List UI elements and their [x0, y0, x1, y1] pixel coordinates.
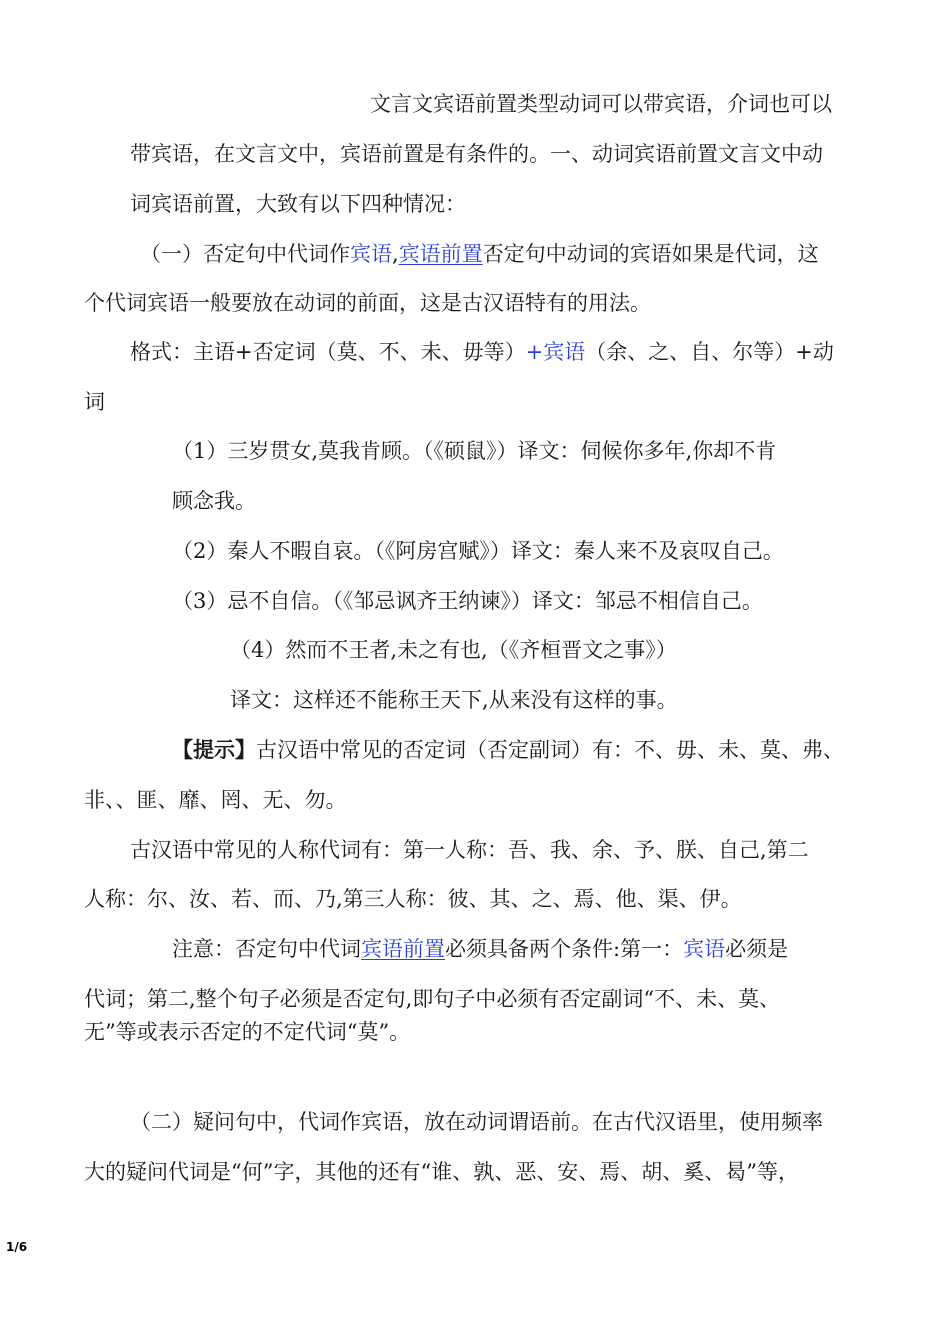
- text-run: 必须具备两个条件:第一：: [445, 937, 684, 961]
- hyperlink[interactable]: 宾语前置: [361, 937, 445, 961]
- text-run: 人称：尔、汝、若、而、乃,第三人称：彼、其、之、焉、他、渠、伊。: [84, 887, 742, 911]
- tip-label: 【提示】: [172, 737, 256, 762]
- text-run: 个代词宾语一般要放在动词的前面，这是古汉语特有的用法。: [84, 291, 651, 315]
- text-run: 非、、匪、靡、罔、无、勿。: [84, 788, 347, 812]
- text-run: （1）三岁贯女,莫我肯顾。（《硕鼠》）译文：伺候你多年,你却不肯: [172, 439, 777, 463]
- text-line-l1: [370, 90, 832, 118]
- text-line-l15: [84, 786, 347, 814]
- text-line-l19: [84, 985, 780, 1013]
- text-run: 译文：这样还不能称王天下,从来没有这样的事。: [230, 688, 678, 712]
- text-line-l22: [84, 1158, 799, 1186]
- text-run: 代词；第二,整个句子必须是否定句,即句子中必须有否定副词“不、未、莫、: [84, 987, 781, 1011]
- text-line-l20: [84, 1018, 410, 1046]
- text-line-l21: [130, 1108, 823, 1136]
- text-run: （3）忌不自信。（《邹忌讽齐王纳谏》）译文：邹忌不相信自己。: [172, 589, 763, 613]
- text-run: （4）然而不王者,未之有也,（《齐桓晋文之事》）: [230, 638, 677, 662]
- text-line-l8: [172, 437, 776, 465]
- text-line-l3: [130, 190, 466, 218]
- text-run: （二）疑问句中，代词作宾语，放在动词谓语前。在古代汉语里，使用频率: [130, 1110, 823, 1134]
- text-line-l6: [130, 338, 834, 366]
- text-run: 古汉语中常见的否定词（否定副词）有：不、毋、未、莫、弗、: [256, 738, 844, 762]
- highlighted-term: 宾语: [350, 242, 392, 266]
- text-run: 无”等或表示否定的不定代词“莫”。: [84, 1020, 411, 1044]
- highlighted-term: 宾语: [683, 937, 726, 961]
- text-run: 注意：否定句中代词: [172, 937, 361, 961]
- text-line-l17: [84, 885, 742, 913]
- hyperlink[interactable]: 宾语前置: [398, 242, 483, 266]
- text-run: 古汉语中常见的人称代词有：第一人称：吾、我、余、予、朕、自己,第二: [130, 838, 809, 862]
- highlighted-term: +宾语: [525, 340, 586, 364]
- text-run: 带宾语，在文言文中，宾语前置是有条件的。一、动词宾语前置文言文中动: [130, 142, 823, 166]
- text-line-l14: [172, 736, 844, 764]
- text-line-l11: [172, 587, 763, 615]
- text-run: 词: [84, 390, 105, 414]
- text-line-l10: [172, 537, 784, 565]
- text-run: 必须是: [725, 937, 789, 961]
- text-line-l2: [130, 140, 823, 168]
- text-line-l18: [172, 935, 788, 963]
- text-run: 否定句中动词的宾语如果是代词，这: [482, 242, 819, 266]
- text-line-l4: [140, 240, 819, 268]
- text-line-l7: [84, 388, 105, 416]
- text-run: （余、之、自、尔等）+动: [585, 340, 834, 364]
- text-run: （一）否定句中代词作: [140, 242, 350, 266]
- text-run: 顾念我。: [172, 489, 256, 513]
- text-run: 文言文宾语前置类型动词可以带宾语，介词也可以: [370, 92, 832, 116]
- text-run: ,: [392, 242, 399, 266]
- text-line-l16: [130, 836, 809, 864]
- text-run: （2）秦人不暇自哀。（《阿房宫赋》）译文：秦人来不及哀叹自己。: [172, 539, 784, 563]
- text-line-l13: [230, 686, 678, 714]
- text-run: 格式：主语+否定词（莫、不、未、毋等）: [130, 340, 526, 364]
- text-line-l12: [230, 636, 677, 664]
- text-line-l9: [172, 487, 256, 515]
- page-number: 1/6: [6, 1240, 28, 1254]
- text-line-l5: [84, 289, 651, 317]
- text-run: 词宾语前置，大致有以下四种情况：: [130, 192, 466, 216]
- text-run: 大的疑问代词是“何”字，其他的还有“谁、孰、恶、安、焉、胡、奚、曷”等，: [84, 1160, 799, 1184]
